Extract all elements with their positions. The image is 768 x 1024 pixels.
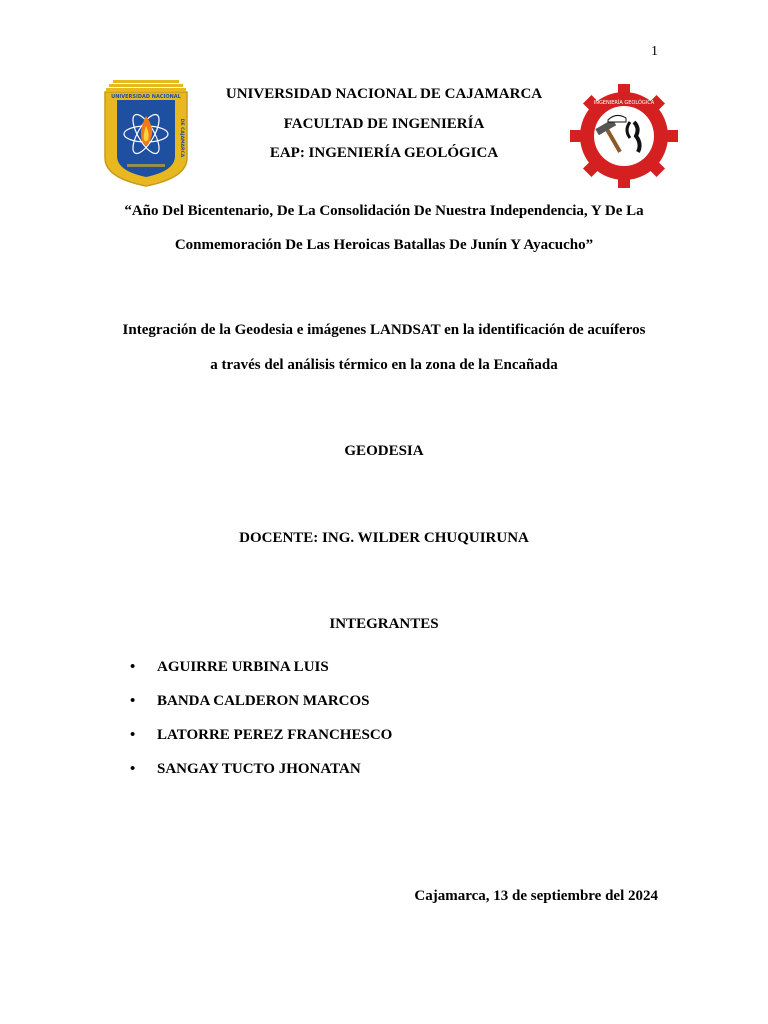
year-motto-line2: Conmemoración De Las Heroicas Batallas De Junín Y Ayacucho” — [174, 237, 594, 253]
list-item — [130, 725, 392, 759]
list-item — [130, 759, 392, 793]
title-line2: a través del análisis térmico en la zona de la Encañada — [210, 357, 558, 373]
list-item — [130, 657, 392, 691]
svg-text:INGENIERÍA GEOLÓGICA: INGENIERÍA GEOLÓGICA — [593, 100, 655, 106]
members-heading: INTEGRANTES — [329, 616, 439, 632]
school-name: EAP: INGENIERÍA GEOLÓGICA — [269, 145, 499, 161]
bullet-icon: • — [130, 659, 136, 675]
bullet-icon: • — [130, 693, 136, 709]
teacher-name: DOCENTE: ING. WILDER CHUQUIRUNA — [239, 530, 529, 546]
bullet-icon: • — [130, 727, 136, 743]
year-motto-line1: “Año Del Bicentenario, De La Consolidación De Nuestra Independencia, Y De La — [124, 203, 644, 219]
member-name: BANDA CALDERON MARCOS — [157, 693, 370, 709]
university-name: UNIVERSIDAD NACIONAL DE CAJAMARCA — [225, 86, 543, 102]
bullet-icon: • — [130, 761, 136, 777]
faculty-name: FACULTAD DE INGENIERÍA — [283, 116, 485, 132]
course-name: GEODESIA — [344, 443, 424, 459]
title-line1: Integración de la Geodesia e imágenes LANDSAT en la identificación de acuíferos — [122, 322, 646, 338]
list-item — [130, 691, 392, 725]
member-name: AGUIRRE URBINA LUIS — [157, 659, 329, 675]
members-list — [130, 657, 392, 793]
geology-gear-emblem-icon — [568, 82, 680, 190]
svg-text:DE CAJAMARCA: DE CAJAMARCA — [179, 118, 184, 158]
svg-text:UNIVERSIDAD NACIONAL: UNIVERSIDAD NACIONAL — [111, 94, 181, 100]
member-name: LATORRE PEREZ FRANCHESCO — [157, 727, 393, 743]
member-name: SANGAY TUCTO JHONATAN — [157, 761, 361, 777]
page-number: 1 — [651, 44, 658, 59]
date-line: Cajamarca, 13 de septiembre del 2024 — [414, 888, 658, 904]
